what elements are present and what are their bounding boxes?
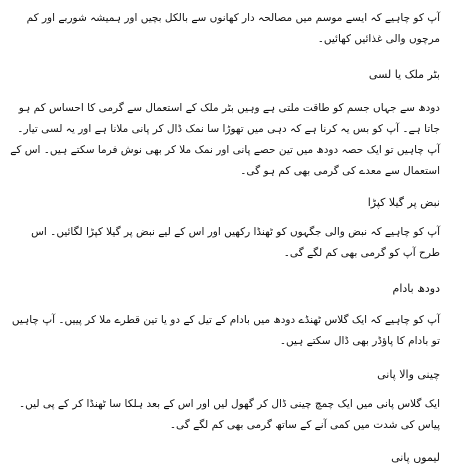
heading-butter-milk: بٹر ملک یا لسی (368, 68, 440, 81)
intro-paragraph: آپ کو چاہیے کہ ایسے موسم میں مصالحہ دار کھانوں سے بالکل بچیں اور ہمیشہ شوربے اور کم مرچوں والی غذائیں کھائیں۔ (26, 12, 440, 45)
paragraph-almond-milk: آپ کو چاہیے کہ ایک گلاس ٹھنڈے دودھ میں بادام کے تیل کے دو یا تین قطرے ملا کر پییں۔ آپ چاہیں تو بادام کا پاؤڈر بھی ڈال سکتے ہیں۔ (11, 314, 440, 347)
paragraph-sugar-water: ایک گلاس پانی میں ایک چمچ چینی ڈال کر گھول لیں اور اس کے بعد ہلکا سا ٹھنڈا کر کے پی لیں۔ پیاس کی شدت میں کمی آنے کے ساتھ گرمی بھی کم لگے گی۔ (19, 398, 440, 431)
heading-lemon-water-cropped: لیموں پانی (391, 451, 440, 464)
paragraph-butter-milk: دودھ سے جہاں جسم کو طاقت ملتی ہے وہیں بٹر ملک کے استعمال سے گرمی کا احساس کم ہو جاتا ہے۔ آپ کو بس یہ کرنا ہے کہ دہی میں تھوڑا سا نمک ڈال کر پانی ملانا ہے اور یہ لسی تیار۔ آپ چاہیں تو ایک حصہ دودھ میں تین حصے پانی اور نمک ملا کر بھی نوش فرما سکتے ہیں۔ اس کے استعمال سے معدے کی گرمی بھی کم ہو گی۔ (10, 102, 440, 177)
heading-wet-cloth: نبض پر گیلا کپڑا (367, 196, 440, 209)
heading-sugar-water: چینی والا پانی (377, 368, 440, 381)
heading-almond-milk: دودھ بادام (392, 282, 440, 295)
paragraph-wet-cloth: آپ کو چاہیے کہ نبض والی جگہوں کو ٹھنڈا رکھیں اور اس کے لیے نبض پر گیلا کپڑا لگائیں۔ اس طرح آپ کو گرمی بھی کم لگے گی۔ (31, 226, 440, 259)
